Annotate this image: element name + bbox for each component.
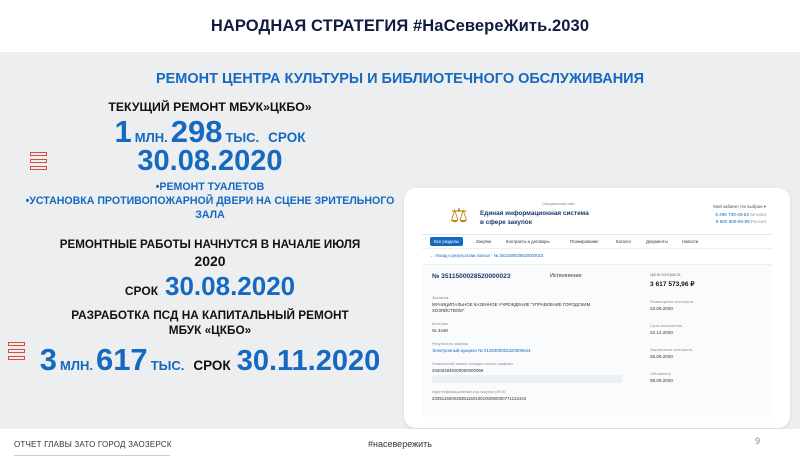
- right-label-placement: Размещение контракта: [650, 299, 694, 304]
- block3-term-label: СРОК: [193, 358, 231, 374]
- field-label-ikz: Идентификационный код закупки (ИКЗ): [432, 389, 506, 394]
- nav-item-katalog[interactable]: Каталог: [616, 239, 632, 244]
- block1-unit-tys: ТЫС.: [225, 130, 260, 145]
- block3-unit-tys: ТЫС.: [150, 358, 185, 374]
- eis-navbar: [422, 235, 772, 249]
- cabinet-link[interactable]: Мой кабинет Не выбран ▾: [713, 204, 766, 209]
- block3-date: 30.11.2020: [236, 345, 381, 378]
- eis-topbar: [422, 200, 772, 235]
- field-label-results: Результаты закупки: [432, 341, 469, 346]
- slide-header: [0, 0, 800, 52]
- cabinet-user: Не выбран: [740, 204, 763, 209]
- phone-moscow: 8 495 739-25-83: [715, 212, 750, 217]
- block3-unit-mln: МЛН.: [60, 358, 93, 374]
- price-value: 3 617 573,96 ₽: [650, 281, 695, 288]
- phone-russia-note: Россия: [750, 218, 766, 224]
- nav-item-zakupki[interactable]: Закупки: [476, 239, 492, 244]
- block1-term-label: СРОК: [268, 130, 306, 145]
- field-label-contract: Контракт: [432, 321, 449, 326]
- footer-report-title: ОТЧЕТ ГЛАВЫ ЗАТО ГОРОД ЗАОЗЕРСК: [14, 440, 172, 449]
- official-site-label: Официальный сайт: [542, 202, 575, 206]
- eis-screenshot: [422, 200, 772, 416]
- field-label-customer: Заказчик: [432, 295, 449, 300]
- footer-hashtag: #насевережить: [368, 439, 432, 449]
- field-label-plan-position: Уникальный номер позиции плана-графика: [432, 361, 513, 366]
- nav-item-planning[interactable]: Планирование: [570, 239, 599, 244]
- slide-footer: [0, 429, 800, 469]
- left-column: [10, 100, 410, 420]
- block2-year: 2020: [194, 253, 226, 270]
- status-badge: Исполнение: [550, 273, 582, 279]
- nav-item-novosti[interactable]: Новости: [682, 239, 699, 244]
- block2-term: [10, 270, 410, 301]
- field-value-results[interactable]: Электронный аукцион № 0149300002320005644: [432, 348, 531, 353]
- block2-heading: [10, 237, 410, 270]
- right-value-conclusion: 26.06.2020: [650, 354, 673, 359]
- block3-amount: [10, 344, 410, 376]
- order-number: № 3511500028520000023: [432, 273, 511, 280]
- block1-heading: ТЕКУЩИЙ РЕМОНТ МБУК»ЦКБО»: [108, 100, 312, 114]
- block1-bullets: •РЕМОНТ ТУАЛЕТОВ •УСТАНОВКА ПРОТИВОПОЖАРНОЙ ДВЕРИ НА СЦЕНЕ ЗРИТЕЛЬНОГО ЗАЛА: [25, 181, 395, 222]
- right-label-conclusion: Заключение контракта: [650, 347, 693, 352]
- nav-all-sections[interactable]: Все разделы: [430, 237, 463, 246]
- block1-amount: [10, 116, 410, 147]
- nav-item-dokumenty[interactable]: Документы: [646, 239, 668, 244]
- contact-phones: [715, 212, 766, 226]
- block2-heading-text: РЕМОНТНЫЕ РАБОТЫ НАЧНУТСЯ В НАЧАЛЕ ИЮЛЯ: [59, 238, 361, 252]
- content-panel: [0, 52, 800, 429]
- page-title: НАРОДНАЯ СТРАТЕГИЯ #НаСевереЖить.2030: [210, 16, 590, 35]
- field-value-ikz: 203511500028351150100100090000771122444: [432, 396, 527, 401]
- placeholder-bar: [432, 375, 622, 383]
- right-value-deadline: 22.12.2020: [650, 330, 673, 335]
- phone-moscow-note: Москва: [750, 212, 766, 217]
- section-subtitle: РЕМОНТ ЦЕНТРА КУЛЬТУРЫ И БИБЛИОТЕЧНОГО ОБСЛУЖИВАНИЯ: [155, 71, 645, 87]
- price-label: Цена контракта: [650, 272, 681, 277]
- block2-date: 30.08.2020: [165, 270, 296, 301]
- back-to-results-link[interactable]: ← Назад к результатам поиска · № 3511500028520000023: [430, 253, 544, 258]
- nav-item-kontrakty[interactable]: Контракты и договоры: [506, 239, 550, 244]
- block3-amount-tys: 617: [95, 342, 148, 378]
- block1-amount-mln: 1: [114, 114, 132, 149]
- field-value-contract: № 3449: [432, 328, 448, 333]
- block1-date: 30.08.2020: [137, 145, 283, 177]
- right-value-placement: 23.06.2020: [650, 306, 673, 311]
- page-number: 9: [754, 436, 760, 446]
- field-value-plan-position: 202004940000000000099: [432, 368, 484, 373]
- cabinet-label: Мой кабинет: [713, 204, 740, 209]
- block2-term-label: СРОК: [124, 283, 159, 298]
- right-label-deadline: Срок исполнения: [650, 323, 683, 328]
- eis-screenshot-card: [404, 188, 790, 428]
- block1-unit-mln: МЛН.: [134, 130, 168, 145]
- coat-of-arms-icon: ⚖: [450, 205, 468, 227]
- right-label-updated: Обновлено: [650, 371, 671, 376]
- eis-system-name: Единая информационная система в сфере закупок: [480, 210, 589, 226]
- block1-amount-tys: 298: [170, 114, 223, 149]
- right-value-updated: 08.09.2020: [650, 378, 673, 383]
- footer-divider: [14, 455, 170, 456]
- block3-amount-mln: 3: [39, 342, 57, 378]
- field-value-customer: МУНИЦИПАЛЬНОЕ КАЗЕННОЕ УЧРЕЖДЕНИЕ "УПРАВЛЕНИЕ ГОРОДСКИМ ХОЗЯЙСТВОМ": [432, 302, 591, 314]
- order-card: [422, 264, 772, 417]
- phone-russia: 8 800 600-90-89: [715, 218, 750, 224]
- block3-heading: РАЗРАБОТКА ПСД НА КАПИТАЛЬНЫЙ РЕМОНТ МБУК «ЦКБО»: [71, 307, 349, 337]
